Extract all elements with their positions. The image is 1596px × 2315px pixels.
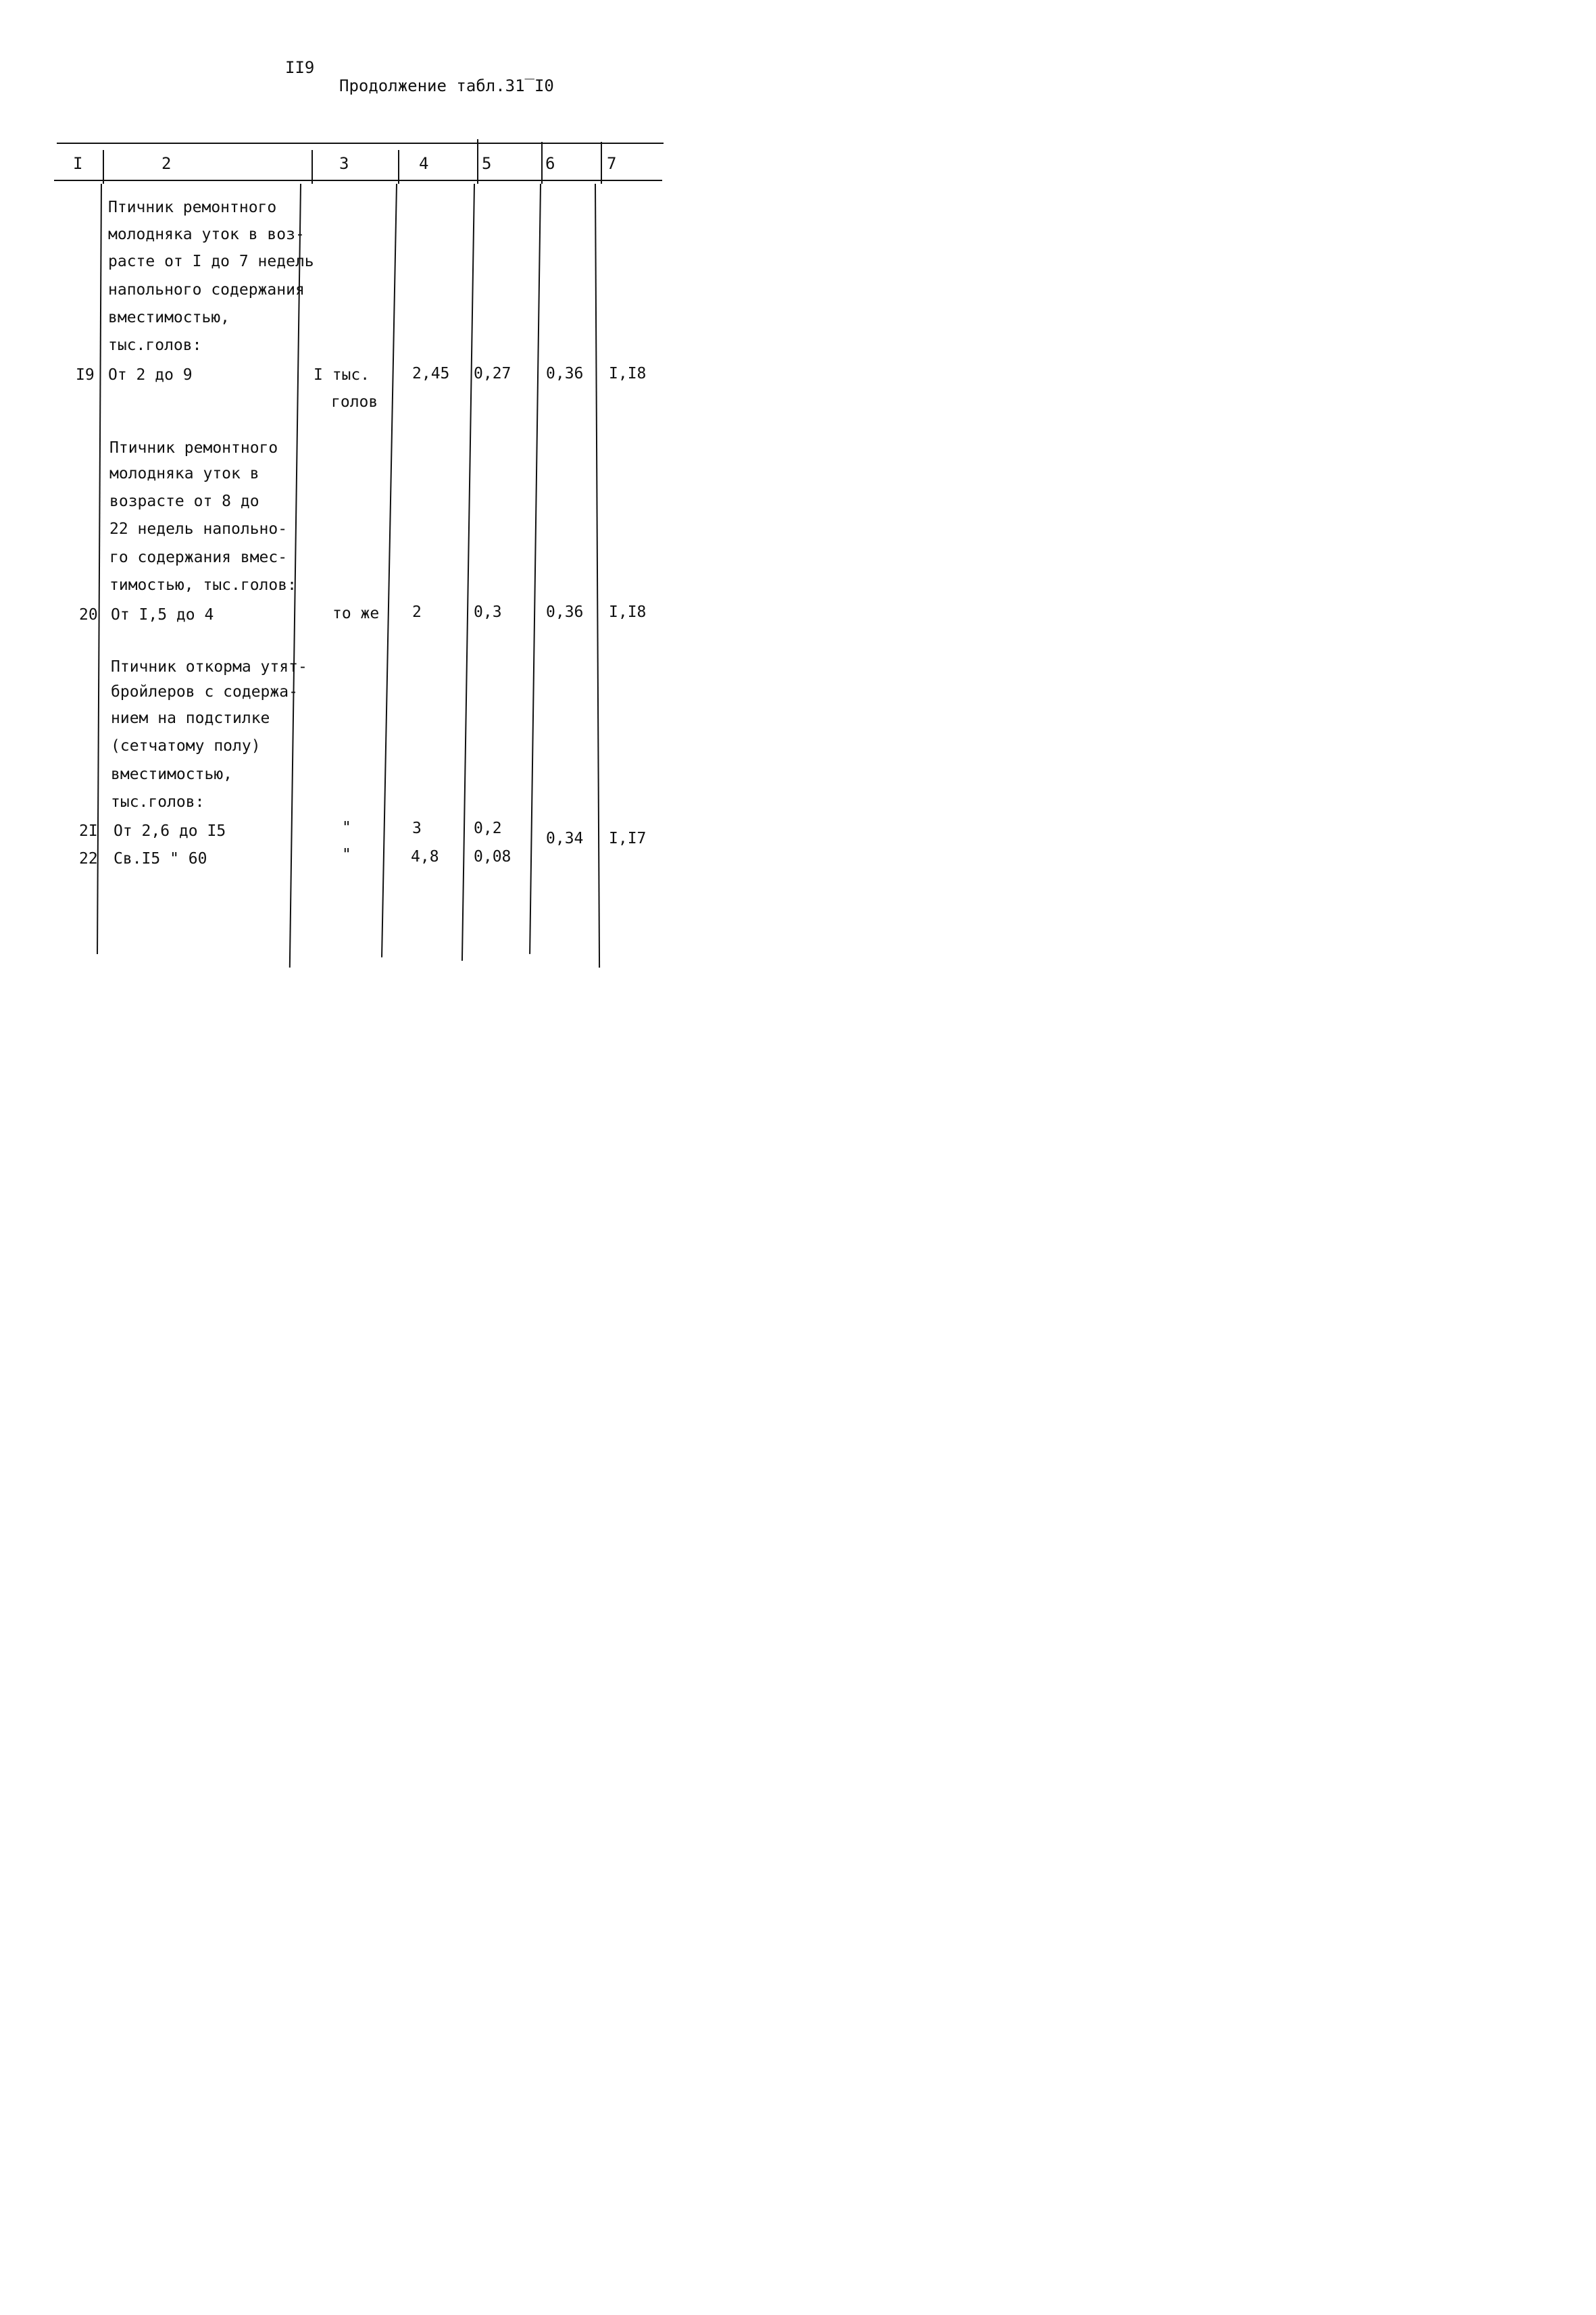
column-divider [477, 139, 478, 184]
row-range: От 2 до 9 [108, 366, 193, 384]
group-description-line: бройлеров с содержа- [111, 683, 298, 701]
group-description-line: молодняка уток в воз- [108, 226, 305, 243]
row-value: 0,27 [474, 365, 512, 382]
column-divider [398, 150, 399, 184]
row-value: 3 [412, 820, 422, 837]
table-caption: Продолжение табл.31‾I0 [339, 76, 554, 95]
column-divider [529, 184, 541, 954]
row-unit: " [342, 846, 351, 864]
group-description-line: тыс.голов: [108, 337, 202, 354]
column-header: 5 [482, 154, 492, 173]
row-unit: I тыс. [314, 366, 370, 384]
column-header: 2 [161, 154, 172, 173]
group-description-line: Птичник ремонтного [109, 439, 278, 457]
table-top-rule [57, 143, 664, 144]
row-unit: то же [332, 605, 380, 622]
column-divider [103, 150, 104, 184]
row-value: 0,2 [474, 820, 502, 837]
row-range: Св.I5 " 60 [114, 850, 207, 868]
row-value: I,I8 [609, 365, 647, 382]
row-value: 0,08 [474, 848, 512, 866]
column-header: 4 [419, 154, 429, 173]
group-description-line: го содержания вмес- [109, 549, 288, 566]
row-value: I,I8 [609, 603, 647, 621]
group-description-line: Птичник ремонтного [108, 199, 277, 216]
row-value: 0,36 [546, 365, 584, 382]
group-description-line: расте от I до 7 недель [108, 253, 314, 270]
row-value: 2,45 [412, 365, 450, 382]
column-header: I [73, 154, 83, 173]
column-header: 7 [607, 154, 617, 173]
column-header: 3 [339, 154, 349, 173]
group-description-line: Птичник откорма утят- [111, 658, 307, 676]
group-description-line: тимостью, тыс.голов: [109, 576, 297, 594]
row-number: 2I [79, 822, 98, 840]
group-description-line: нием на подстилке [111, 710, 270, 727]
group-description-line: 22 недель напольно- [109, 520, 288, 538]
row-range: От I,5 до 4 [111, 606, 214, 624]
row-value: 4,8 [411, 848, 439, 866]
group-description-line: вместимостью, [111, 766, 233, 783]
group-description-line: тыс.голов: [111, 793, 205, 811]
row-number: 22 [79, 850, 98, 868]
group-description-line: напольного содержания [108, 281, 305, 299]
row-value: 2 [412, 603, 422, 621]
row-value: 0,36 [546, 603, 584, 621]
row-range: От 2,6 до I5 [114, 822, 226, 840]
column-divider [311, 150, 313, 184]
group-description-line: молодняка уток в [109, 465, 259, 482]
group-description-line: возрасте от 8 до [109, 493, 259, 510]
row-value-shared: 0,34 [546, 830, 584, 847]
column-divider [381, 184, 397, 957]
group-description-line: (сетчатому полу) [111, 737, 261, 755]
row-value-shared: I,I7 [609, 830, 647, 847]
column-divider [289, 184, 301, 968]
row-number: 20 [79, 606, 98, 624]
column-header: 6 [545, 154, 555, 173]
row-value: 0,3 [474, 603, 502, 621]
column-divider [541, 142, 543, 184]
row-number: I9 [76, 366, 95, 384]
group-description-line: вместимостью, [108, 309, 230, 326]
column-divider [595, 184, 600, 968]
column-divider [462, 184, 475, 961]
page-number: II9 [285, 58, 315, 77]
column-divider [601, 142, 602, 184]
table-header-rule [54, 180, 662, 181]
row-unit: голов [331, 393, 378, 411]
row-unit: " [342, 819, 351, 837]
